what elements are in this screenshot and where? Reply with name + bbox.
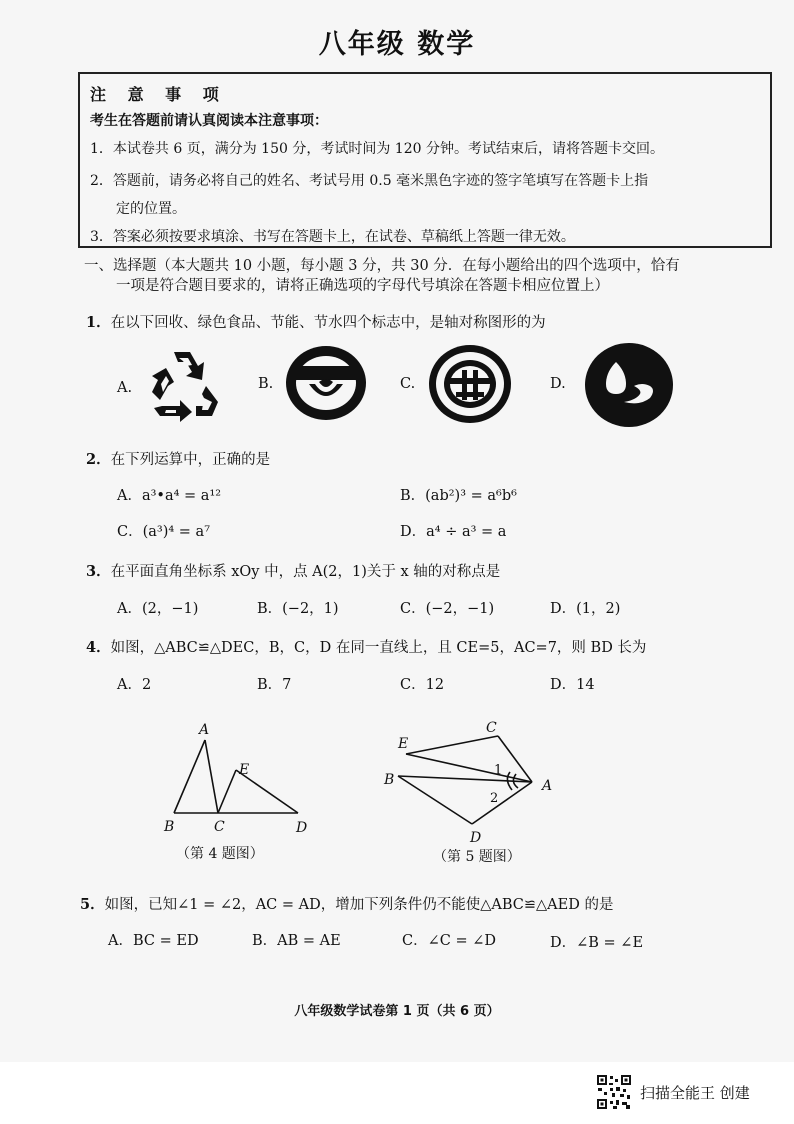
question-stem: 如图，已知∠1 = ∠2，AC = AD，增加下列条件仍不能使△ABC≌△AED 的是 <box>104 897 614 913</box>
question-4 <box>86 636 646 657</box>
q1-option-a-label: A. <box>117 380 133 396</box>
fig5-label-e: E <box>398 736 409 752</box>
question-number: 5． <box>80 896 105 913</box>
q3-option-c: C．(−2，−1) <box>400 601 495 617</box>
question-2 <box>86 448 270 469</box>
fig4-label-e: E <box>239 762 250 778</box>
fig5-label-c: C <box>486 720 497 736</box>
section-heading-text: 一、选择题（本大题共 10 小题，每小题 3 分，共 30 分．在每小题给出的四个选项中，恰有 <box>84 258 680 274</box>
q1-option-b-label: B. <box>258 376 274 392</box>
fig5-angle-1: 1 <box>494 763 503 778</box>
water-saving-icon <box>584 342 674 428</box>
section-heading-line2: 一项是符合题目要求的，请将正确选项的字母代号填涂在答题卡相应位置上） <box>116 278 609 294</box>
fig4-label-c: C <box>214 819 225 835</box>
fig4-caption: （第 4 题图） <box>176 846 264 862</box>
notice-item-3: 3．答案必须按要求填涂、书写在答题卡上，在试卷、草稿纸上答题一律无效。 <box>90 229 575 245</box>
q2-option-c: C．(a³)⁴ = a⁷ <box>117 524 211 540</box>
fig5-angle-2: 2 <box>490 791 499 806</box>
question-stem: 在平面直角坐标系 xOy 中，点 A(2，1)关于 x 轴的对称点是 <box>110 564 501 580</box>
q5-option-b: B．AB = AE <box>252 933 341 949</box>
figure-q4 <box>150 718 330 840</box>
figure-q5 <box>380 716 570 846</box>
q4-option-d: D．14 <box>550 677 595 693</box>
q5-option-a: A．BC = ED <box>108 933 199 949</box>
fig5-label-d: D <box>470 830 482 846</box>
fig4-label-b: B <box>164 819 175 835</box>
question-number: 4． <box>86 639 111 656</box>
q2-option-b: B．(ab²)³ = a⁶b⁶ <box>400 488 517 504</box>
q3-option-d: D．(1，2) <box>550 601 621 617</box>
section-heading-line1 <box>84 254 680 275</box>
question-stem: 在以下回收、绿色食品、节能、节水四个标志中，是轴对称图形的为 <box>110 315 546 331</box>
question-number: 1． <box>86 314 111 331</box>
question-1 <box>86 311 546 332</box>
page-title: 八年级 数学 <box>318 29 476 60</box>
q2-option-d: D．a⁴ ÷ a³ = a <box>400 524 507 540</box>
question-stem: 在下列运算中，正确的是 <box>110 452 271 468</box>
notice-box <box>78 72 772 248</box>
fig5-label-b: B <box>384 772 395 788</box>
q4-option-a: A．2 <box>117 677 152 693</box>
fig5-label-a: A <box>542 778 553 794</box>
notice-item-2-cont: 定的位置。 <box>116 201 186 217</box>
notice-item-1: 1．本试卷共 6 页，满分为 150 分，考试时间为 120 分钟。考试结束后，请将答题卡交回。 <box>90 141 664 157</box>
q3-option-a: A．(2，−1) <box>117 601 199 617</box>
fig4-label-a: A <box>199 722 210 738</box>
q4-option-b: B．7 <box>257 677 292 693</box>
notice-item-2: 2．答题前，请务必将自己的姓名、考试号用 0.5 毫米黑色字迹的签字笔填写在答题卡上指 <box>90 173 649 189</box>
q3-option-b: B．(−2，1) <box>257 601 339 617</box>
fig5-caption: （第 5 题图） <box>433 849 521 865</box>
question-number: 2． <box>86 451 111 468</box>
question-5 <box>80 893 613 914</box>
question-stem: 如图，△ABC≌△DEC，B，C，D 在同一直线上，且 CE=5，AC=7，则 BD 长为 <box>110 640 647 656</box>
q2-option-a: A．a³•a⁴ = a¹² <box>117 488 222 504</box>
q5-option-d: D．∠B = ∠E <box>550 935 644 951</box>
green-food-icon <box>285 344 367 422</box>
q1-option-c-label: C. <box>400 376 416 392</box>
recycle-icon <box>146 346 226 424</box>
scanner-watermark <box>596 1074 750 1110</box>
q1-option-d-label: D. <box>550 376 566 392</box>
energy-saving-icon <box>428 344 512 424</box>
fig4-label-d: D <box>296 820 308 836</box>
question-number: 3． <box>86 563 111 580</box>
question-3 <box>86 560 500 581</box>
q4-option-c: C．12 <box>400 677 445 693</box>
notice-intro: 考生在答题前请认真阅读本注意事项： <box>90 113 328 129</box>
q5-option-c: C．∠C = ∠D <box>402 933 496 949</box>
qr-code-icon <box>596 1074 632 1110</box>
notice-heading: 注 意 事 项 <box>90 85 227 104</box>
scanner-label: 扫描全能王 创建 <box>640 1083 750 1102</box>
page-footer: 八年级数学试卷第 1 页（共 6 页） <box>294 1004 500 1019</box>
